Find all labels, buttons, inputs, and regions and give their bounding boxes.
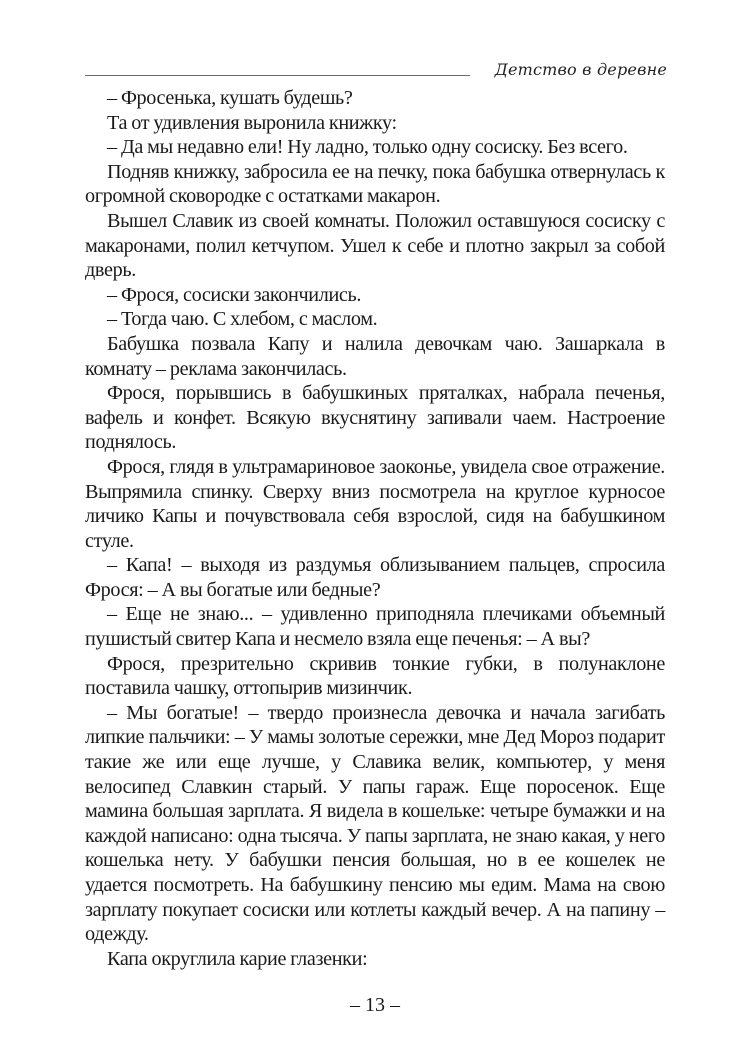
paragraph: Бабушка позвала Капу и налила девочкам чаю. Зашаркала в комнату – реклама закончилась. <box>85 332 665 380</box>
running-title: Детство в деревне <box>494 60 667 79</box>
paragraph: Фрося, презрительно скривив тонкие губки, в полунаклоне поставила чашку, оттопырив мизинчик. <box>85 652 665 700</box>
paragraph: – Еще не знаю... – удивленно приподняла плечиками объемный пушистый свитер Капа и несмело взяла еще печенья: – А вы? <box>85 603 665 651</box>
paragraph: Подняв книжку, забросила ее на печку, пока бабушка отвернулась к огромной сковородке с остатками макарон. <box>85 160 665 208</box>
paragraph: Вышел Славик из своей комнаты. Положил оставшуюся сосиску с макаронами, полил кетчупом. Ушел к себе и плотно закрыл за собой дверь. <box>85 209 665 282</box>
header-rule <box>85 75 470 76</box>
paragraph: – Да мы недавно ели! Ну ладно, только одну сосиску. Без всего. <box>107 136 628 159</box>
paragraph: Капа округлила карие глазенки: <box>107 947 368 970</box>
paragraph: Фрося, глядя в ультрамариновое заоконье, увидела свое отражение. Выпрямила спинку. Сверху вниз посмотрела на круглое курносое личико Капы и почувствовала себя взрослой, сидя на бабушкином стуле. <box>85 455 665 552</box>
paragraph: – Фросенька, кушать будешь? <box>107 87 353 109</box>
paragraph: – Тогда чаю. С хлебом, с маслом. <box>107 308 378 331</box>
paragraph: – Мы богатые! – твердо произнесла девочка и начала загибать липкие пальчики: – У мамы золотые сережки, мне Дед Мороз подарит такие же или еще лучше, у Славика велик, компьютер, у меня велосипед Славкин старый. У папы гараж. Еще поросенок. Еще мамина большая зарплата. Я видела в кошельке: четыре бумажки и на каждой написано: одна тысяча. У папы зарплата, не знаю какая, у него кошелька нету. У бабушки пенсия большая, но в ее кошелек не удается посмотреть. На бабушкину пенсию мы едим. Мама на свою зарплату покупает сосиски или котлеты каждый вечер. А на папину – одежду. <box>85 701 665 946</box>
paragraph: Фрося, порывшись в бабушкиных пряталках, набрала печенья, вафель и конфет. Всякую вкуснятину запивали чаем. Настроение поднялось. <box>85 382 665 454</box>
paragraph: Та от удивления выронила книжку: <box>107 111 397 134</box>
body-text <box>85 86 665 971</box>
page-header <box>0 0 750 86</box>
paragraph: – Фрося, сосиски закончились. <box>107 283 362 306</box>
page-number: – 13 – <box>350 994 400 1017</box>
paragraph: – Капа! – выходя из раздумья облизыванием пальцев, спросила Фрося: – А вы богатые или бедные? <box>85 554 665 601</box>
